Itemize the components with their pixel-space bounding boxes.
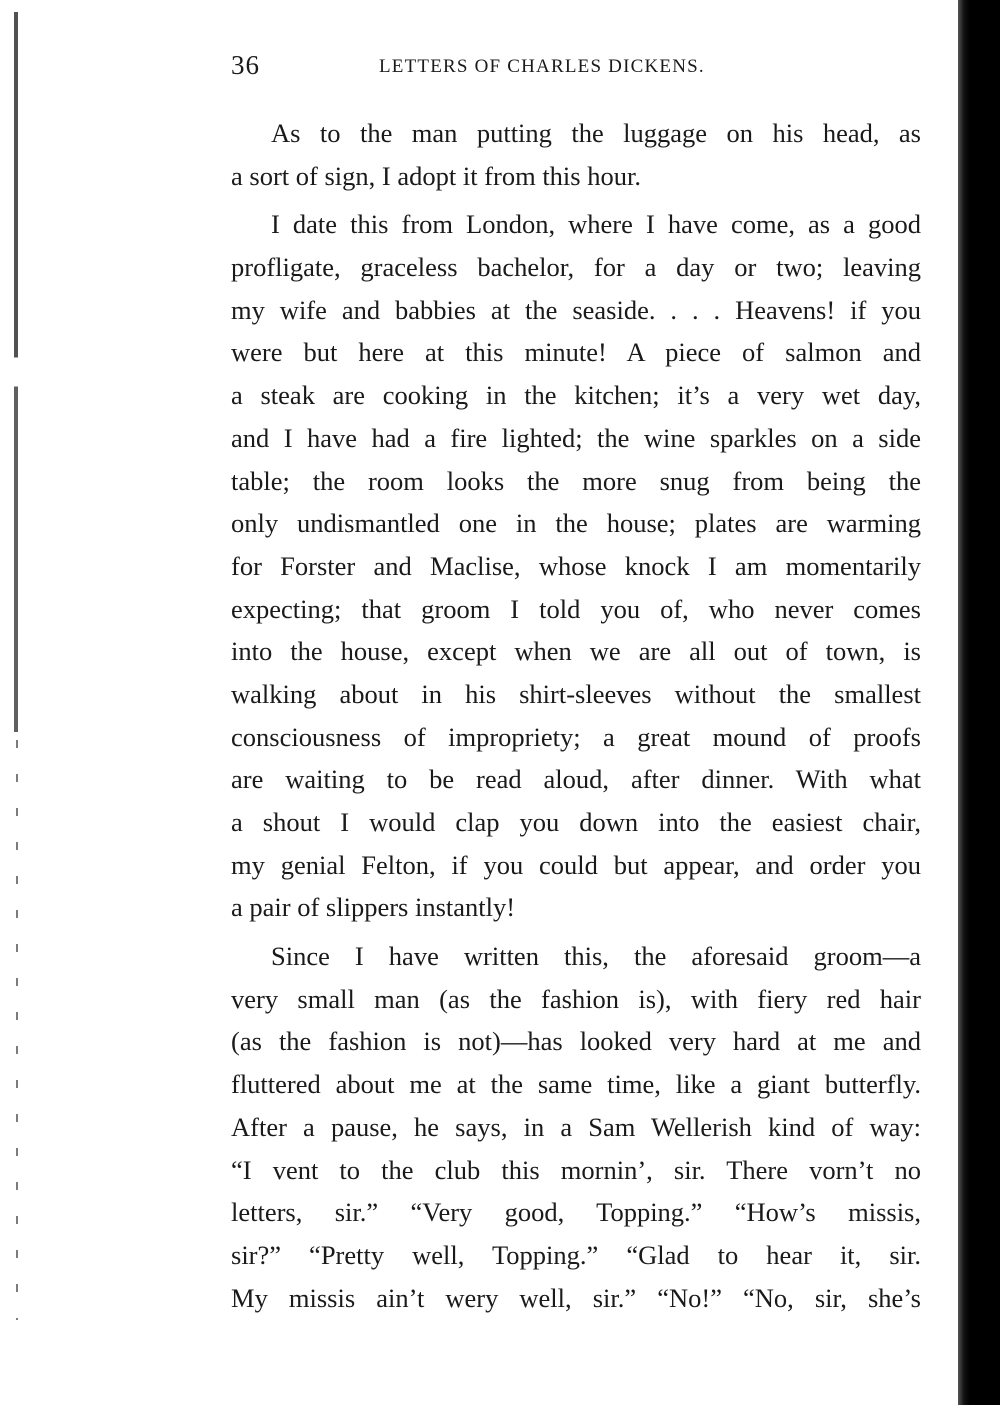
text-line: My missis ain’t wery well, sir.” “No!” “No, sir, she’s bbox=[231, 1282, 921, 1313]
text-line: were but here at this minute! A piece of salmon and bbox=[231, 337, 921, 368]
text-line: a sort of sign, I adopt it from this hour. bbox=[231, 160, 641, 191]
text-line: my wife and babbies at the seaside. . . . Heavens! if you bbox=[231, 294, 921, 325]
running-head: LETTERS OF CHARLES DICKENS. bbox=[379, 56, 705, 77]
paragraph bbox=[231, 203, 921, 929]
text-line: for Forster and Maclise, whose knock I am momentarily bbox=[231, 550, 921, 581]
text-line: expecting; that groom I told you of, who never comes bbox=[231, 593, 921, 624]
text-line: very small man (as the fashion is), with fiery red hair bbox=[231, 983, 921, 1014]
text-line: letters, sir.” “Very good, Topping.” “How’s missis, bbox=[231, 1197, 921, 1228]
text-line: (as the fashion is not)—has looked very hard at me and bbox=[231, 1026, 921, 1057]
text-line: are waiting to be read aloud, after dinner. With what bbox=[231, 764, 921, 795]
paragraph bbox=[231, 935, 921, 1319]
text-line: consciousness of impropriety; a great mound of proofs bbox=[231, 721, 921, 752]
scan-edge-left-marks bbox=[16, 740, 18, 1320]
text-line: table; the room looks the more snug from being the bbox=[231, 465, 921, 496]
scan-edge-right bbox=[958, 0, 1000, 1405]
text-line: As to the man putting the luggage on his head, as bbox=[271, 118, 921, 148]
text-line: a steak are cooking in the kitchen; it’s a very wet day, bbox=[231, 380, 921, 411]
text-line: After a pause, he says, in a Sam Wellerish kind of way: bbox=[231, 1111, 921, 1142]
text-line: my genial Felton, if you could but appear, and order you bbox=[231, 849, 921, 880]
text-line: fluttered about me at the same time, like a giant butterfly. bbox=[231, 1069, 921, 1100]
scan-edge-left bbox=[14, 12, 18, 732]
text-line: only undismantled one in the house; plates are warming bbox=[231, 508, 921, 539]
page-number: 36 bbox=[231, 50, 260, 80]
text-line: a shout I would clap you down into the easiest chair, bbox=[231, 807, 921, 837]
letter-body bbox=[231, 112, 921, 1319]
text-line: a pair of slippers instantly! bbox=[231, 892, 516, 923]
text-line: walking about in his shirt-sleeves without the smallest bbox=[231, 678, 921, 709]
text-line: and I have had a fire lighted; the wine sparkles on a side bbox=[231, 422, 921, 453]
text-line: Since I have written this, the aforesaid groom—a bbox=[271, 941, 921, 972]
text-line: into the house, except when we are all out of town, is bbox=[231, 636, 921, 667]
text-line: profligate, graceless bachelor, for a day or two; leaving bbox=[231, 252, 921, 283]
paragraph bbox=[231, 112, 921, 197]
text-line: “I vent to the club this mornin’, sir. There vorn’t no bbox=[231, 1154, 921, 1185]
text-line: sir?” “Pretty well, Topping.” “Glad to hear it, sir. bbox=[231, 1239, 921, 1270]
text-line: I date this from London, where I have come, as a good bbox=[271, 209, 921, 240]
page-header bbox=[231, 50, 921, 90]
